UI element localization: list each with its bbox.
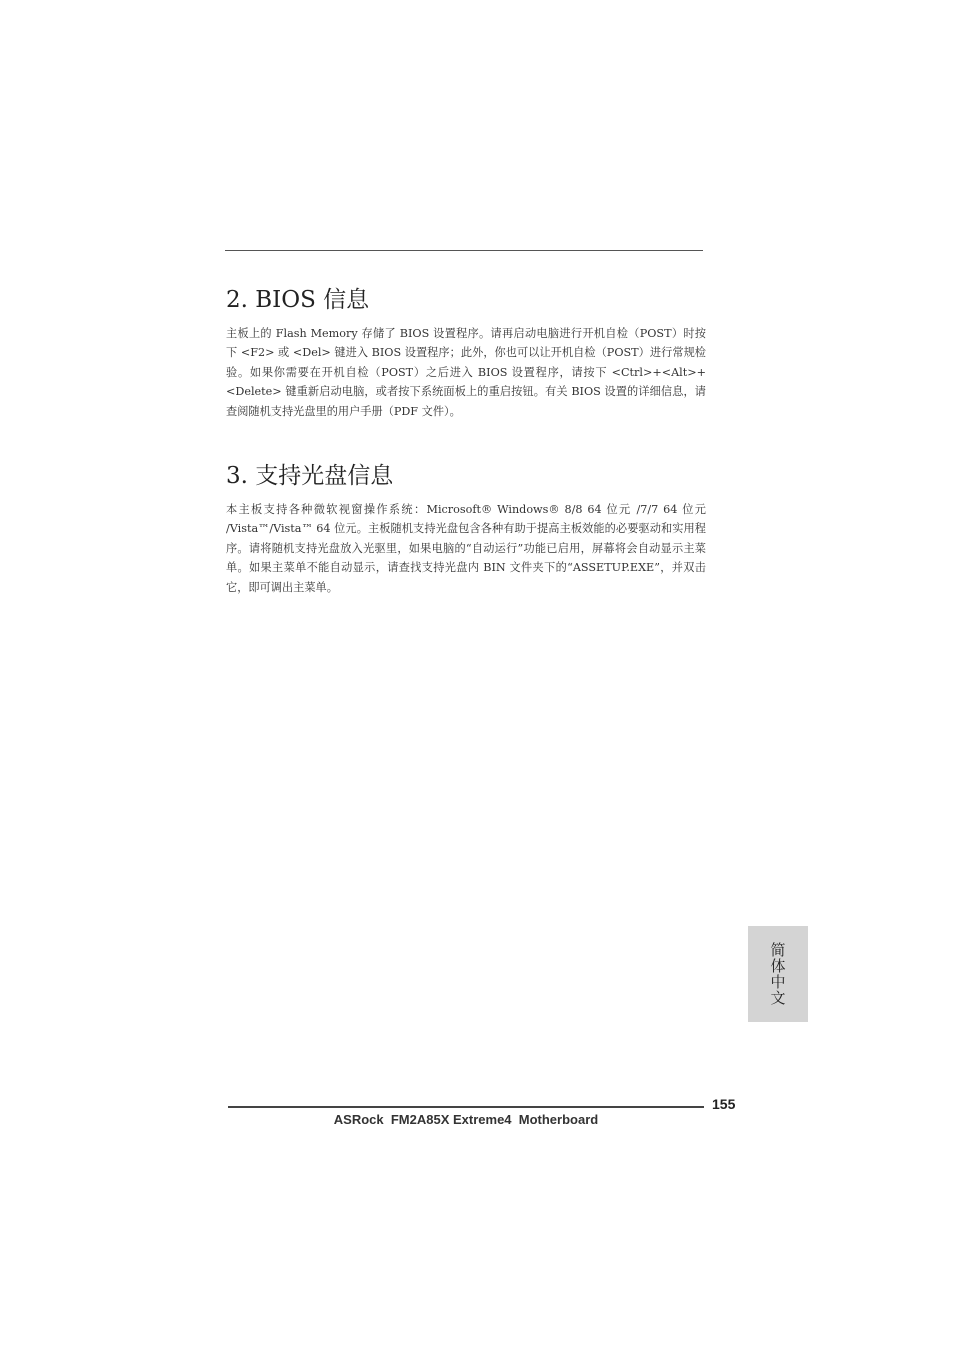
bios-info-section bbox=[226, 286, 706, 421]
language-tab bbox=[748, 926, 808, 1022]
top-divider bbox=[225, 250, 703, 251]
footer-title: ASRock FM2A85X Extreme4 Motherboard bbox=[333, 1112, 599, 1127]
support-cd-paragraph: 本主板支持各种微软视窗操作系统：Microsoft® Windows® 8/8 64 位元 /7/7 64 位元 /Vista™/Vista™ 64 位元。主板随机支持光盘包含各种有助于提高主板效能的必要驱动和实用程序。请将随机支持光盘放入光驱里，如果电脑的“自动运行”功能已启用，屏幕将会自动显示主菜单。如果主菜单不能自动显示，请查找支持光盘内 BIN 文件夹下的“ASSETUP.EXE”，并双击它，即可调出主菜单。 bbox=[226, 503, 706, 594]
language-tab-label: 简体中文 bbox=[768, 942, 787, 1006]
bios-info-paragraph: 主板上的 Flash Memory 存储了 BIOS 设置程序。请再启动电脑进行开机自检（POST）时按下 <F2> 或 <Del> 键进入 BIOS 设置程序；此外，你也可以让开机自检（POST）进行常规检验。如果你需要在开机自检（POST）之后进入 BIOS 设置程序，请按下 <Ctrl>+<Alt>+<Delete> 键重新启动电脑，或者按下系统面板上的重启按钮。有关 BIOS 设置的详细信息，请查阅随机支持光盘里的用户手册（PDF 文件）。 bbox=[226, 327, 706, 418]
bios-info-heading: 2. BIOS 信息 bbox=[226, 287, 370, 313]
support-cd-heading: 3. 支持光盘信息 bbox=[226, 463, 394, 489]
footer-divider bbox=[228, 1106, 704, 1108]
support-cd-section bbox=[226, 462, 706, 597]
page-number: 155 bbox=[712, 1096, 736, 1112]
